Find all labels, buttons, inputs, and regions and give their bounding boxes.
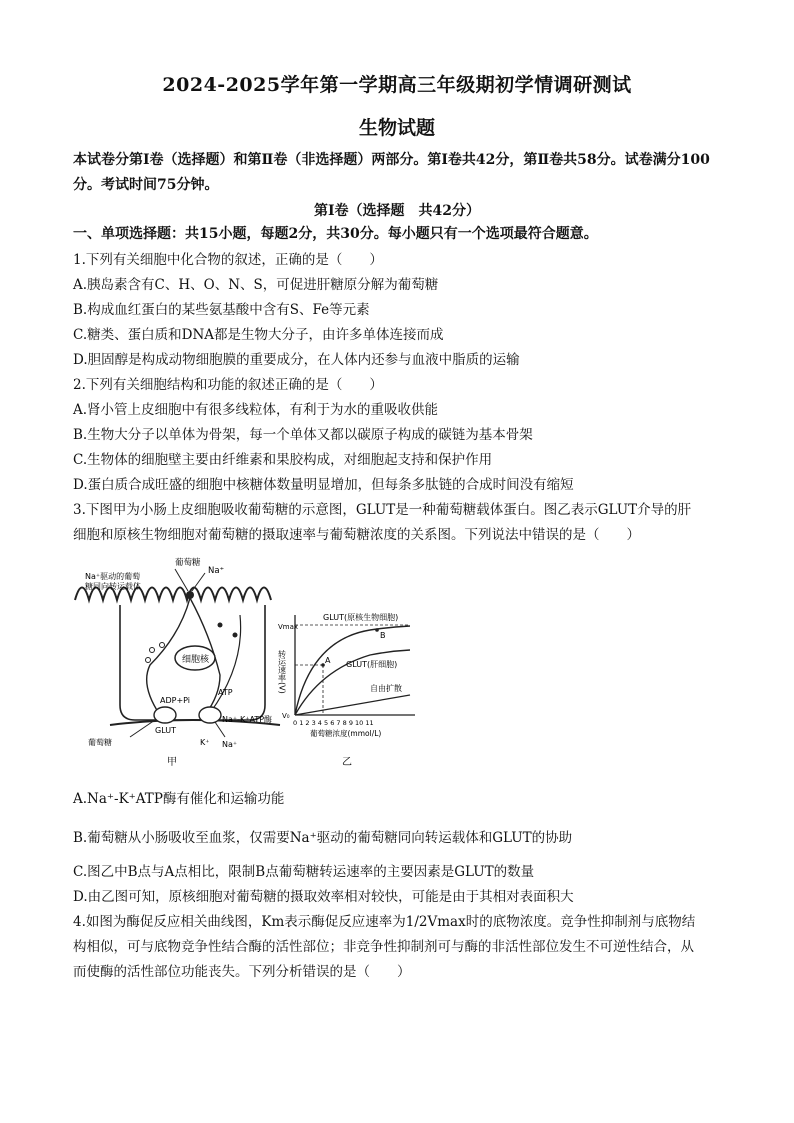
q1-option-c: C.糖类、蛋白质和DNA都是生物大分子，由许多单体连接而成	[73, 327, 444, 343]
pump-shape	[199, 707, 221, 723]
q3-figure-svg	[70, 555, 450, 775]
cotransporter-shape	[186, 591, 194, 599]
q2-option-d: D.蛋白质合成旺盛的细胞中核糖体数量明显增加，但每条多肽链的合成时间没有缩短	[73, 477, 574, 493]
y-axis-label: 转运速率(V)	[277, 650, 287, 694]
molecule-icon	[218, 623, 223, 628]
curve-prokaryote-label: GLUT(原核生物细胞)	[323, 613, 399, 622]
section-title: 第Ⅰ卷（选择题 共42分）	[313, 203, 481, 219]
q3-stem-1: 3.下图甲为小肠上皮细胞吸收葡萄糖的示意图，GLUT是一种葡萄糖载体蛋白。图乙表示GLUT介导的肝	[73, 502, 692, 518]
q4-line-2: 构相似，可与底物竞争性结合酶的活性部位；非竞争性抑制剂可与酶的非活性部位发生不可逆性结合，从	[73, 939, 694, 955]
sodium-top-label: Na⁺	[208, 566, 225, 576]
glucose-bottom-label: 葡萄糖	[88, 738, 112, 747]
q3-figure	[70, 555, 450, 775]
q3-option-c: C.图乙中B点与A点相比，限制B点葡萄糖转运速率的主要因素是GLUT的数量	[73, 864, 535, 880]
q3-option-a: A.Na⁺-K⁺ATP酶有催化和运输功能	[73, 791, 285, 807]
sodium-exit-arrow	[215, 722, 225, 737]
point-a-marker	[321, 663, 325, 667]
q1-stem: 1.下列有关细胞中化合物的叙述，正确的是（ ）	[73, 252, 383, 268]
pump-label: Na⁺-K⁺ATP酶	[222, 715, 273, 724]
q4-line-3: 而使酶的活性部位功能丧失。下列分析错误的是（ ）	[73, 964, 411, 980]
curve-diffusion-label: 自由扩散	[370, 684, 402, 693]
q2-stem: 2.下列有关细胞结构和功能的叙述正确的是（ ）	[73, 377, 383, 393]
q4-line-1: 4.如图为酶促反应相关曲线图，Km表示酶促反应速率为1/2Vmax时的底物浓度。竞争性抑制剂与底物结	[73, 914, 696, 930]
potassium-label: K⁺	[200, 738, 210, 747]
subject-title: 生物试题	[358, 117, 435, 139]
q1-option-d: D.胆固醇是构成动物细胞膜的重要成分，在人体内还参与血液中脂质的运输	[73, 352, 520, 368]
q3-option-d: D.由乙图可知，原核细胞对葡萄糖的摄取效率相对较快，可能是由于其相对表面积大	[73, 889, 574, 905]
q1-option-a: A.胰岛素含有C、H、O、N、S，可促进肝糖原分解为葡萄糖	[73, 277, 439, 293]
vmax-label: Vmax	[278, 623, 299, 631]
adp-label: ADP+Pi	[160, 696, 191, 705]
molecule-icon	[146, 658, 151, 663]
sodium-arrow	[192, 573, 205, 591]
curve-liver-label: GLUT(肝细胞)	[346, 660, 398, 669]
q3-stem-2: 细胞和原核生物细胞对葡萄糖的摄取速率与葡萄糖浓度的关系图。下列说法中错误的是（ ）	[73, 527, 640, 543]
q2-option-c: C.生物体的细胞壁主要由纤维素和果胶构成，对细胞起支持和保护作用	[73, 452, 493, 468]
exam-intro: 本试卷分第Ⅰ卷（选择题）和第Ⅱ卷（非选择题）两部分。第Ⅰ卷共42分，第Ⅱ卷共58分。试卷满分100分。考试时间75分钟。	[73, 152, 710, 193]
glut-shape	[154, 707, 176, 723]
curve-diffusion	[295, 695, 410, 715]
atp-label: ATP	[218, 688, 233, 697]
curve-prokaryote	[295, 626, 410, 715]
glut-label: GLUT	[155, 726, 176, 735]
v0-label: V₀	[282, 712, 290, 720]
q2-option-a: A.肾小管上皮细胞中有很多线粒体，有利于为水的重吸收供能	[73, 402, 439, 418]
q1-option-b: B.构成血红蛋白的某些氨基酸中含有S、Fe等元素	[73, 302, 370, 318]
carrier-label-1: Na⁺驱动的葡萄	[85, 572, 141, 581]
q2-option-b: B.生物大分子以单体为骨架，每一个单体又都以碳原子构成的碳链为基本骨架	[73, 427, 533, 443]
part-heading: 一、单项选择题：共15小题，每题2分，共30分。每小题只有一个选项最符合题意。	[73, 226, 598, 242]
carrier-label-2: 糖同向转运载体	[85, 582, 141, 591]
point-b-label: B	[380, 631, 386, 640]
molecule-icon	[150, 648, 155, 653]
q3-option-b: B.葡萄糖从小肠吸收至血浆，仅需要Na⁺驱动的葡萄糖同向转运载体和GLUT的协助	[73, 830, 573, 846]
graph-yi	[277, 612, 416, 768]
molecule-icon	[160, 643, 165, 648]
glucose-top-label: 葡萄糖	[175, 558, 201, 568]
figure-yi-caption: 乙	[342, 757, 352, 768]
exam-title: 2024-2025学年第一学期高三年级期初学情调研测试	[162, 74, 632, 96]
x-axis-label: 葡萄糖浓度(mmol/L)	[310, 729, 382, 738]
nucleus-label: 细胞核	[182, 655, 210, 665]
figure-jia-caption: 甲	[167, 757, 177, 768]
sodium-bottom-label: Na⁺	[222, 740, 238, 749]
molecule-icon	[233, 633, 238, 638]
point-a-label: A	[325, 656, 331, 665]
point-b-marker	[375, 628, 379, 632]
x-tick-labels: 0 1 2 3 4 5 6 7 8 9 10 11	[293, 719, 374, 727]
